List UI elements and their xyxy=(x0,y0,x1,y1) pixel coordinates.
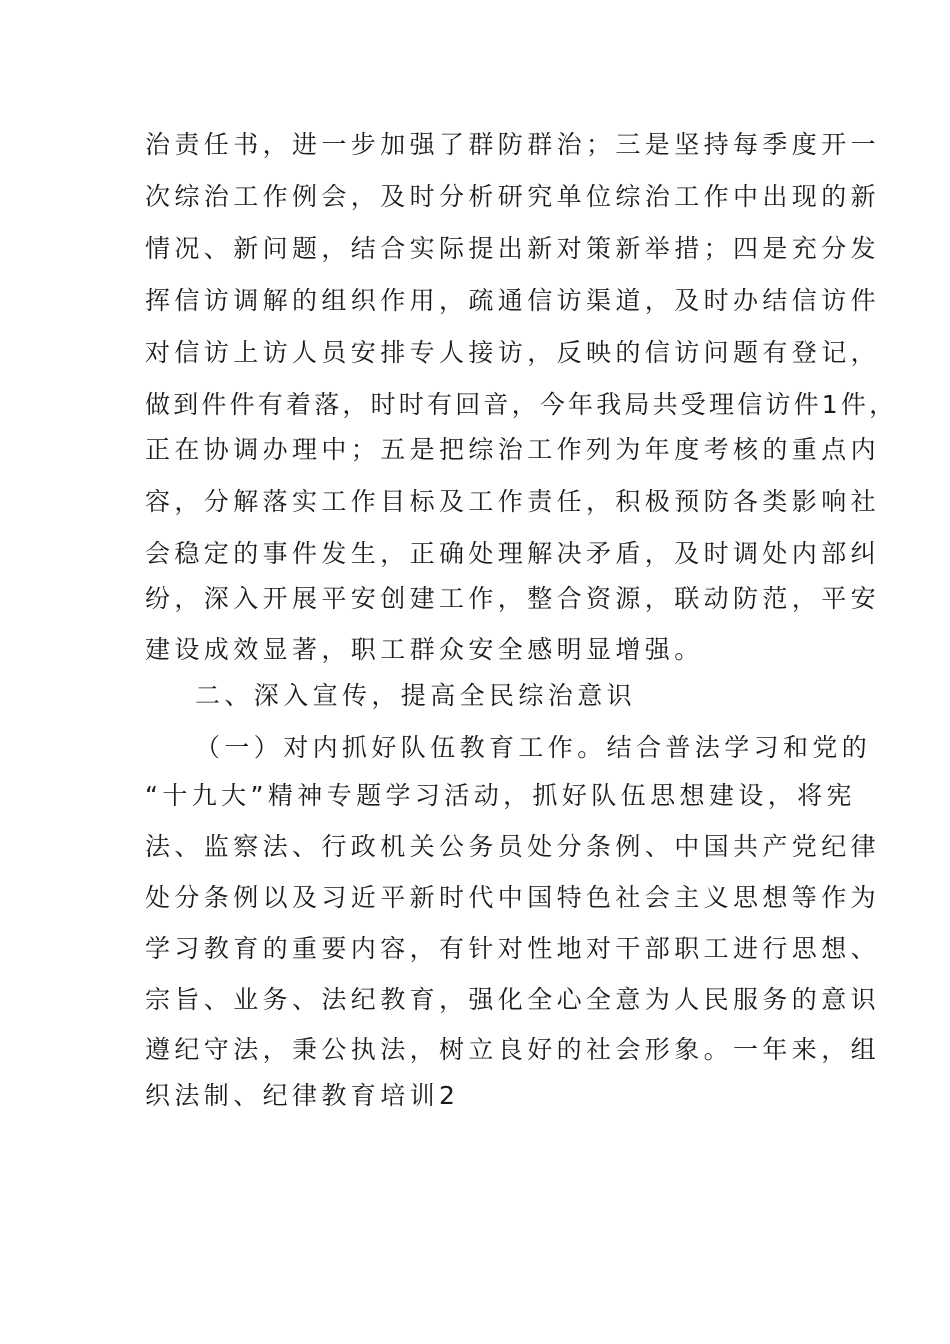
body-text-line: 宗旨、业务、法纪教育，强化全心全意为人民服务的意识 xyxy=(145,985,881,1014)
body-text-line: 法、监察法、行政机关公务员处分条例、中国共产党纪律 xyxy=(145,832,881,861)
body-text-line: 正在协调办理中；五是把综治工作列为年度考核的重点内 xyxy=(145,435,881,464)
body-text-line: 遵纪守法，秉公执法，树立良好的社会形象。一年来，组 xyxy=(145,1035,881,1064)
body-text-line: 织法制、纪律教育培训2 xyxy=(145,1081,460,1110)
body-text-line: 治责任书，进一步加强了群防群治；三是坚持每季度开一 xyxy=(145,130,881,159)
body-text-line: 建设成效显著，职工群众安全感明显增强。 xyxy=(145,635,704,664)
body-text-line: 容，分解落实工作目标及工作责任，积极预防各类影响社 xyxy=(145,487,881,516)
body-text-line: 处分条例以及习近平新时代中国特色社会主义思想等作为 xyxy=(145,883,881,912)
section-heading: 二、深入宣传，提高全民综治意识 xyxy=(195,681,637,710)
body-text-line: 次综治工作例会，及时分析研究单位综治工作中出现的新 xyxy=(145,182,881,211)
body-text-line: 对信访上访人员安排专人接访，反映的信访问题有登记， xyxy=(145,338,881,367)
body-text-line: 挥信访调解的组织作用，疏通信访渠道，及时办结信访件 xyxy=(145,286,881,315)
body-text-line: 会稳定的事件发生，正确处理解决矛盾，及时调处内部纠 xyxy=(145,539,881,568)
subsection-paragraph-start: （一）对内抓好队伍教育工作。结合普法学习和党的 xyxy=(195,733,872,762)
body-text-line: 情况、新问题，结合实际提出新对策新举措；四是充分发 xyxy=(145,234,881,263)
body-text-line: 纷，深入开展平安创建工作，整合资源，联动防范，平安 xyxy=(145,584,881,613)
body-text-line: 做到件件有着落，时时有回音，今年我局共受理信访件1件， xyxy=(145,390,898,419)
body-text-line: 学习教育的重要内容，有针对性地对干部职工进行思想、 xyxy=(145,934,881,963)
body-text-line: “十九大”精神专题学习活动，抓好队伍思想建设，将宪 xyxy=(145,781,856,810)
